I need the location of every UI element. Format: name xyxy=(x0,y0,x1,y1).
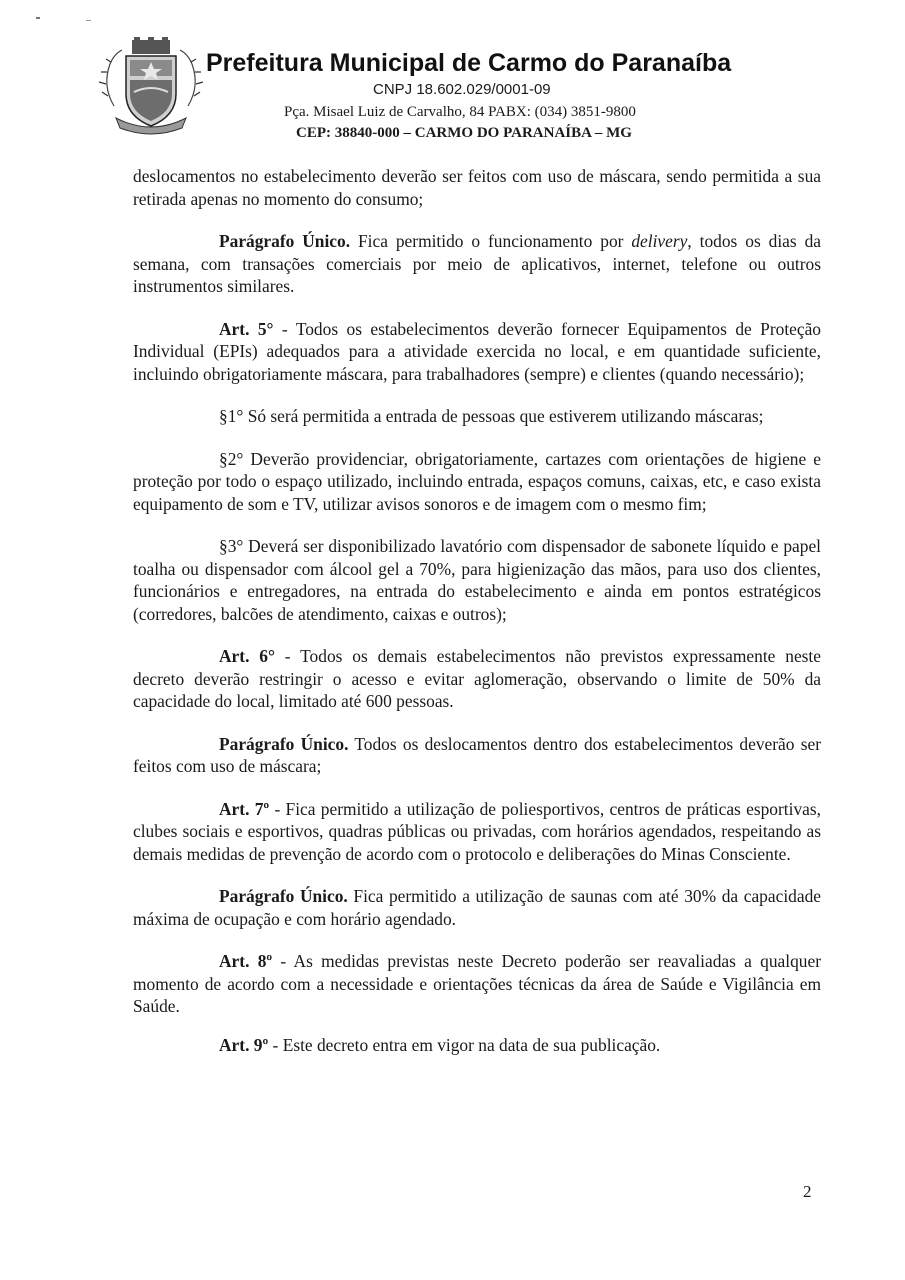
article-text: - Este decreto entra em vigor na data de sua publicação. xyxy=(268,1034,661,1055)
paragrafo-unico-delivery xyxy=(133,230,821,298)
article-text: - Todos os demais estabelecimentos não previstos expressamente neste decreto deverão restringir o acesso e evitar aglomeração, observando o limite de 50% da capacidade do local, limitado até 600 pessoas. xyxy=(133,646,821,711)
paragraph-label: Parágrafo Único. xyxy=(219,886,348,906)
paragraph-italic: delivery xyxy=(631,231,688,251)
page-number: 2 xyxy=(803,1182,812,1201)
section-2: §2° Deverão providenciar, obrigatoriamente, cartazes com orientações de higiene e proteção por todo o espaço utilizado, incluindo entrada, espaços comuns, caixas, etc, e caso exista equipamento de som e TV, utilizar avisos sonoros e de imagem com o mesmo fim; xyxy=(133,448,821,514)
continued-paragraph: deslocamentos no estabelecimento deverão ser feitos com uso de máscara, sendo permitida a sua retirada apenas no momento do consumo; xyxy=(133,166,821,209)
article-6 xyxy=(133,645,821,713)
scan-mark xyxy=(36,17,40,19)
paragraph-text: Fica permitido o funcionamento por xyxy=(350,231,632,251)
article-7 xyxy=(133,798,821,866)
article-label: Art. 9º xyxy=(219,1034,269,1055)
paragraph-text: , todos os dias da semana, com transações comerciais por meio de aplicativos, internet, telefone ou outros instrumentos similares. xyxy=(133,231,821,296)
section-3: §3° Deverá ser disponibilizado lavatório com dispensador de sabonete líquido e papel toalha ou dispensador com álcool gel a 70%, para higienização das mãos, para uso dos clientes, funcionários e entregadores, na entrada do estabelecimento e ainda em pontos estratégicos (corredores, balcões de atendimento, caixas e outros); xyxy=(133,536,821,624)
municipality-title: Prefeitura Municipal de Carmo do Paranaíba xyxy=(206,49,732,77)
section-1: §1° Só será permitida a entrada de pessoas que estiverem utilizando máscaras; xyxy=(219,406,764,426)
paragrafo-unico-art7 xyxy=(133,885,821,930)
article-text: - Todos os estabelecimentos deverão fornecer Equipamentos de Proteção Individual (EPIs) adequados para a atividade exercida no local, e em quantidade suficiente, incluindo obrigatoriamente máscara, para trabalhadores (sempre) e clientes (quando necessário); xyxy=(133,318,821,384)
paragraph-label: Parágrafo Único. xyxy=(219,733,349,754)
decree-body xyxy=(133,165,821,1056)
article-label: Art. 8º xyxy=(219,951,273,971)
paragraph-text: Fica permitido a utilização de saunas com até 30% da capacidade máxima de ocupação e com horário agendado. xyxy=(133,886,821,929)
article-label: Art. 6° xyxy=(219,646,275,666)
cnpj-line: CNPJ 18.602.029/0001-09 xyxy=(373,81,551,98)
article-text: - Fica permitido a utilização de poliesportivos, centros de práticas esportivas, clubes sociais e esportivos, quadras públicas ou privadas, com horários agendados, respeitando as demais medidas de prevenção de acordo com o protocolo e deliberações do Minas Consciente. xyxy=(133,798,821,864)
paragrafo-unico-art6 xyxy=(133,733,821,778)
article-9 xyxy=(133,1034,821,1057)
article-text: - As medidas previstas neste Decreto poderão ser reavaliadas a qualquer momento de acordo com a necessidade e orientações técnicas da área de Saúde e Vigilância em Saúde. xyxy=(133,951,822,1016)
article-label: Art. 7º xyxy=(219,798,270,819)
cep-line: CEP: 38840-000 – CARMO DO PARANAÍBA – MG xyxy=(296,125,632,141)
paragraph-label: Parágrafo Único. xyxy=(219,231,351,251)
scan-mark xyxy=(86,20,91,21)
paragraph-text: Todos os deslocamentos dentro dos estabelecimentos deverão ser feitos com uso de máscara; xyxy=(133,733,821,776)
address-line: Pça. Misael Luiz de Carvalho, 84 PABX: (034) 3851-9800 xyxy=(284,104,636,120)
coat-of-arms-icon xyxy=(96,36,206,136)
article-label: Art. 5° xyxy=(219,318,274,339)
letterhead xyxy=(200,48,880,143)
article-5 xyxy=(133,318,821,386)
article-8 xyxy=(133,950,821,1018)
